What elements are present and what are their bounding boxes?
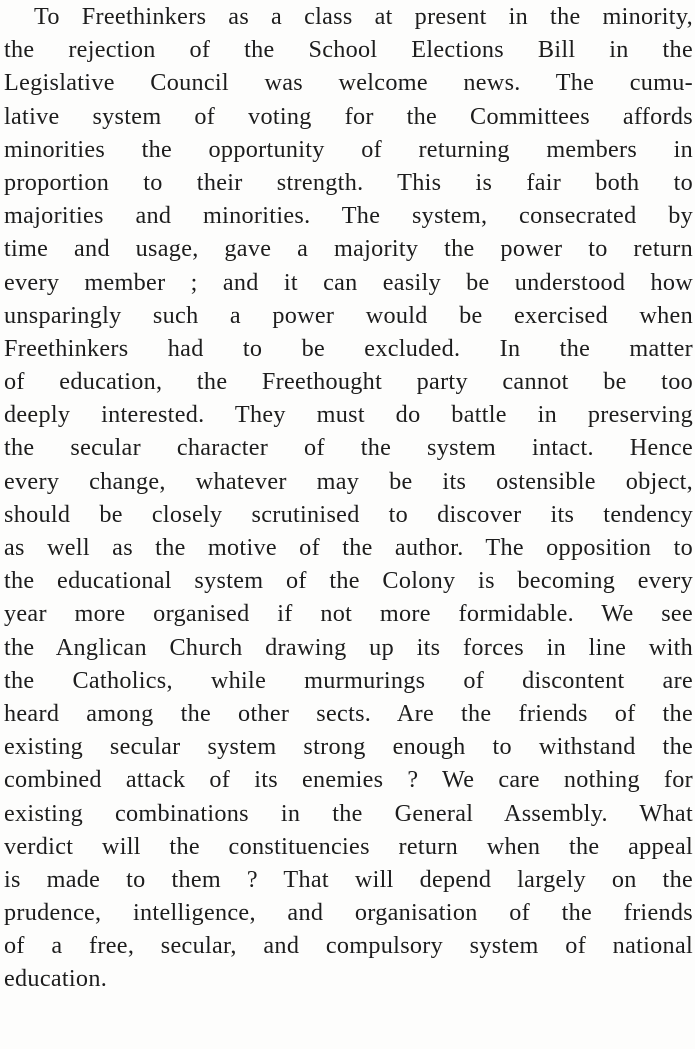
article-paragraph xyxy=(4,0,693,996)
text-line: the educational system of the Colony is becoming every xyxy=(4,567,693,595)
text-line: minorities the opportunity of returning members in xyxy=(4,135,693,163)
text-line: year more organised if not more formidable. We see xyxy=(4,600,693,628)
text-line: proportion to their strength. This is fair both to xyxy=(4,168,693,196)
text-line: deeply interested. They must do battle in preserving xyxy=(4,401,693,429)
text-line: of education, the Freethought party cannot be too xyxy=(4,368,693,396)
text-line: prudence, intelligence, and organisation of the friends xyxy=(4,899,693,927)
text-line: Freethinkers had to be excluded. In the matter xyxy=(4,334,693,362)
text-line: majorities and minorities. The system, consecrated by xyxy=(4,202,693,230)
text-line: combined attack of its enemies ? We care nothing for xyxy=(4,766,693,794)
text-line: existing combinations in the General Assembly. What xyxy=(4,799,693,827)
text-line: heard among the other sects. Are the friends of the xyxy=(4,699,693,727)
text-line: the Anglican Church drawing up its forces in line with xyxy=(4,633,693,661)
text-line: lative system of voting for the Committees affords xyxy=(4,102,693,130)
text-line: the rejection of the School Elections Bill in the xyxy=(4,36,693,64)
text-line: is made to them ? That will depend largely on the xyxy=(4,865,693,893)
text-line: as well as the motive of the author. The opposition to xyxy=(4,534,693,561)
text-line: of a free, secular, and compulsory system of national xyxy=(4,932,693,960)
text-line: education. xyxy=(4,965,108,993)
text-line: To Freethinkers as a class at present in the minority, xyxy=(34,3,693,30)
text-line: every change, whatever may be its ostensible object, xyxy=(4,467,693,495)
text-line: existing secular system strong enough to withstand the xyxy=(4,733,693,761)
text-line: time and usage, gave a majority the power to return xyxy=(4,235,693,263)
text-line: every member ; and it can easily be understood how xyxy=(4,268,693,296)
text-line: Legislative Council was welcome news. The cumu- xyxy=(4,69,693,97)
text-line: the Catholics, while murmurings of discontent are xyxy=(4,666,693,694)
text-line: unsparingly such a power would be exercised when xyxy=(4,301,693,329)
text-line: the secular character of the system intact. Hence xyxy=(4,434,693,462)
text-line: should be closely scrutinised to discover its tendency xyxy=(4,500,693,528)
text-line: verdict will the constituencies return when the appeal xyxy=(4,832,693,860)
